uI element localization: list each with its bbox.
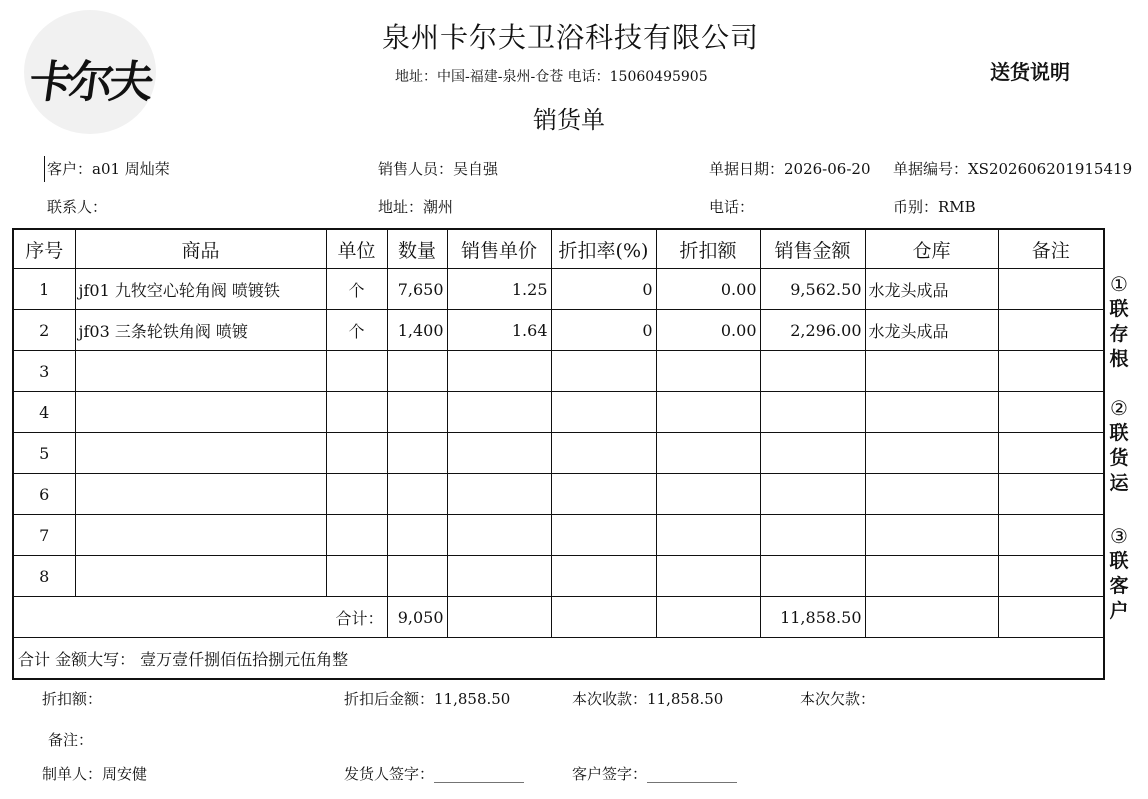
- company-address: 地址：中国-福建-泉州-仓苍 电话：15060495905: [395, 69, 708, 85]
- discount-amount-cell[interactable]: [656, 392, 760, 433]
- col-header: 序号: [13, 229, 75, 269]
- company-logo: [24, 10, 156, 134]
- table-row: [13, 351, 1104, 392]
- sales-amount-cell[interactable]: [760, 474, 865, 515]
- col-header: 数量: [387, 229, 447, 269]
- unit-price-cell[interactable]: [447, 556, 551, 597]
- copy-number: ①: [1110, 272, 1128, 296]
- table-cell: [656, 597, 760, 638]
- discount-rate-cell[interactable]: [551, 433, 656, 474]
- phone-field[interactable]: 电话：: [709, 198, 755, 216]
- discount-rate-cell[interactable]: 0: [551, 310, 656, 351]
- text-cursor: [44, 156, 45, 182]
- unit-cell[interactable]: [326, 351, 387, 392]
- product-name-cell[interactable]: jf03 三条轮铁角阀 喷镀: [75, 310, 326, 351]
- remark-cell[interactable]: [998, 351, 1104, 392]
- maker-label: 制单人：周安健: [42, 765, 148, 783]
- row-index-cell[interactable]: 4: [13, 392, 75, 433]
- company-name: 泉州卡尔夫卫浴科技有限公司: [382, 21, 760, 54]
- sales-amount-cell[interactable]: [760, 433, 865, 474]
- unit-price-cell[interactable]: [447, 351, 551, 392]
- amount-words-row: [13, 638, 1104, 680]
- discount-amount-cell[interactable]: [656, 474, 760, 515]
- col-header: 折扣率(%): [551, 229, 656, 269]
- sales-amount-cell[interactable]: 9,562.50: [760, 269, 865, 310]
- copy-char: 运: [1109, 472, 1129, 494]
- discount-label: 折扣额：: [42, 690, 103, 708]
- discount-amount-cell[interactable]: [656, 515, 760, 556]
- discount-rate-cell[interactable]: [551, 556, 656, 597]
- table-cell: [551, 597, 656, 638]
- doc-number-field[interactable]: 单据编号：XS202606201915419: [893, 160, 1133, 178]
- col-header: 仓库: [865, 229, 998, 269]
- table-row: [13, 310, 1104, 351]
- copy-char: 联: [1109, 422, 1129, 444]
- discount-amount-cell[interactable]: [656, 433, 760, 474]
- quantity-cell[interactable]: 1,400: [387, 310, 447, 351]
- copy-char: 联: [1109, 550, 1129, 572]
- table-row: [13, 556, 1104, 597]
- quantity-cell[interactable]: [387, 474, 447, 515]
- remarks-label: 备注：: [48, 731, 94, 749]
- total-label: 合计：: [13, 597, 387, 638]
- copy-char: 存: [1109, 323, 1129, 345]
- row-index-cell[interactable]: 7: [13, 515, 75, 556]
- table-row: [13, 392, 1104, 433]
- remark-cell[interactable]: [998, 474, 1104, 515]
- sales-amount-cell[interactable]: [760, 515, 865, 556]
- row-index-cell[interactable]: 3: [13, 351, 75, 392]
- warehouse-cell[interactable]: [865, 392, 998, 433]
- unit-price-cell[interactable]: 1.25: [447, 269, 551, 310]
- col-header: 销售金额: [760, 229, 865, 269]
- remark-cell[interactable]: [998, 269, 1104, 310]
- warehouse-cell[interactable]: [865, 474, 998, 515]
- remark-cell[interactable]: [998, 556, 1104, 597]
- discount-rate-cell[interactable]: [551, 392, 656, 433]
- copy-label-stub: [1106, 272, 1132, 372]
- quantity-cell[interactable]: [387, 515, 447, 556]
- table-row: [13, 474, 1104, 515]
- product-name-cell[interactable]: jf01 九牧空心轮角阀 喷镀铁: [75, 269, 326, 310]
- product-name-cell[interactable]: [75, 556, 326, 597]
- salesperson-field[interactable]: 销售人员：吴自强: [378, 160, 499, 178]
- product-name-cell[interactable]: [75, 515, 326, 556]
- remark-cell[interactable]: [998, 515, 1104, 556]
- col-header: 销售单价: [447, 229, 551, 269]
- discount-amount-cell[interactable]: [656, 351, 760, 392]
- table-header-row: [13, 229, 1104, 269]
- customer-address-field[interactable]: 地址：潮州: [378, 198, 454, 216]
- copy-number: ②: [1110, 396, 1128, 420]
- total-row: [13, 597, 1104, 638]
- shipper-signature: 发货人签字：____________: [344, 765, 525, 783]
- col-header: 单位: [326, 229, 387, 269]
- logo-text: 卡尔夫: [25, 57, 153, 108]
- copy-char: 根: [1109, 348, 1129, 370]
- sales-amount-cell[interactable]: [760, 351, 865, 392]
- warehouse-cell[interactable]: 水龙头成品: [865, 310, 998, 351]
- unit-cell[interactable]: [326, 474, 387, 515]
- warehouse-cell[interactable]: [865, 351, 998, 392]
- row-index-cell[interactable]: 1: [13, 269, 75, 310]
- copy-char: 客: [1109, 575, 1129, 597]
- warehouse-cell[interactable]: [865, 515, 998, 556]
- product-name-cell[interactable]: [75, 351, 326, 392]
- quantity-cell[interactable]: 7,650: [387, 269, 447, 310]
- col-header: 备注: [998, 229, 1104, 269]
- col-header: 折扣额: [656, 229, 760, 269]
- doc-date-field[interactable]: 单据日期：2026-06-20: [709, 160, 871, 178]
- product-name-cell[interactable]: [75, 474, 326, 515]
- currency-field[interactable]: 币别：RMB: [893, 198, 976, 216]
- sales-amount-cell[interactable]: 2,296.00: [760, 310, 865, 351]
- copy-char: 户: [1109, 600, 1129, 622]
- copy-char: 联: [1109, 298, 1129, 320]
- row-index-cell[interactable]: 5: [13, 433, 75, 474]
- document-title: 销货单: [533, 106, 605, 134]
- contact-field[interactable]: 联系人：: [47, 198, 108, 216]
- remark-cell[interactable]: [998, 310, 1104, 351]
- copy-label-transport: [1106, 396, 1132, 496]
- owed-amount: 本次欠款：: [800, 690, 876, 708]
- unit-cell[interactable]: [326, 392, 387, 433]
- quantity-cell[interactable]: [387, 351, 447, 392]
- customer-field[interactable]: 客户：a01 周灿荣: [47, 160, 170, 178]
- remark-cell[interactable]: [998, 392, 1104, 433]
- unit-price-cell[interactable]: [447, 433, 551, 474]
- product-name-cell[interactable]: [75, 392, 326, 433]
- discount-rate-cell[interactable]: [551, 351, 656, 392]
- warehouse-cell[interactable]: 水龙头成品: [865, 269, 998, 310]
- discount-amount-cell[interactable]: [656, 556, 760, 597]
- remark-cell[interactable]: [998, 433, 1104, 474]
- total-amount: 11,858.50: [760, 597, 865, 638]
- copy-number: ③: [1110, 524, 1128, 548]
- sales-table: [12, 228, 1105, 680]
- copy-label-customer: [1106, 524, 1132, 624]
- row-index-cell[interactable]: 8: [13, 556, 75, 597]
- discount-amount-cell[interactable]: 0.00: [656, 269, 760, 310]
- table-cell: [447, 597, 551, 638]
- shipping-note-link[interactable]: 送货说明: [990, 60, 1070, 84]
- unit-price-cell[interactable]: [447, 392, 551, 433]
- unit-price-cell[interactable]: [447, 474, 551, 515]
- discount-rate-cell[interactable]: [551, 474, 656, 515]
- discount-amount-cell[interactable]: 0.00: [656, 310, 760, 351]
- col-header: 商品: [75, 229, 326, 269]
- unit-cell[interactable]: [326, 433, 387, 474]
- unit-cell[interactable]: [326, 556, 387, 597]
- unit-price-cell[interactable]: 1.64: [447, 310, 551, 351]
- after-discount-amount: 折扣后金额：11,858.50: [344, 690, 511, 708]
- quantity-cell[interactable]: [387, 556, 447, 597]
- total-quantity: 9,050: [387, 597, 447, 638]
- product-name-cell[interactable]: [75, 433, 326, 474]
- unit-cell[interactable]: 个: [326, 310, 387, 351]
- quantity-cell[interactable]: [387, 433, 447, 474]
- discount-rate-cell[interactable]: [551, 515, 656, 556]
- customer-signature: 客户签字：____________: [572, 765, 738, 783]
- unit-price-cell[interactable]: [447, 515, 551, 556]
- discount-rate-cell[interactable]: 0: [551, 269, 656, 310]
- received-amount: 本次收款：11,858.50: [572, 690, 724, 708]
- table-cell: [998, 597, 1104, 638]
- row-index-cell[interactable]: 6: [13, 474, 75, 515]
- table-row: [13, 269, 1104, 310]
- table-row: [13, 515, 1104, 556]
- copy-char: 货: [1109, 447, 1129, 469]
- warehouse-cell[interactable]: [865, 556, 998, 597]
- sales-amount-cell[interactable]: [760, 556, 865, 597]
- warehouse-cell[interactable]: [865, 433, 998, 474]
- unit-cell[interactable]: 个: [326, 269, 387, 310]
- sales-amount-cell[interactable]: [760, 392, 865, 433]
- table-row: [13, 433, 1104, 474]
- table-cell: [865, 597, 998, 638]
- amount-in-words: 合计 金额大写： 壹万壹仟捌佰伍拾捌元伍角整: [13, 638, 1104, 680]
- row-index-cell[interactable]: 2: [13, 310, 75, 351]
- unit-cell[interactable]: [326, 515, 387, 556]
- quantity-cell[interactable]: [387, 392, 447, 433]
